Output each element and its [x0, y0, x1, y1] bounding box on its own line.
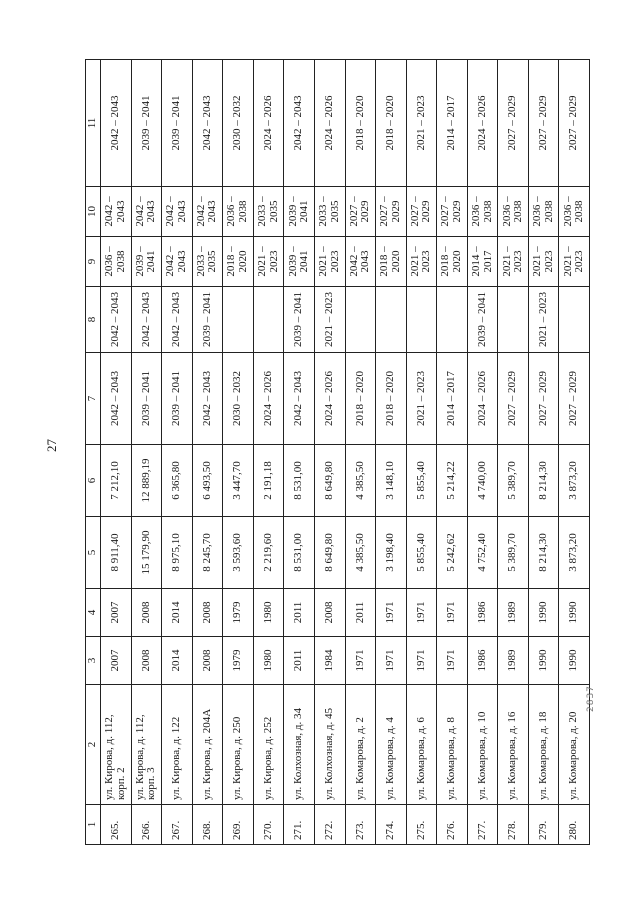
row-number: 279. — [528, 805, 559, 845]
year-built-cell: 2008 — [192, 637, 223, 685]
period-cell: 2024 – 2026 — [253, 353, 284, 445]
table-body — [101, 60, 590, 845]
period-9-cell: 2021 – 2023 — [314, 237, 345, 287]
stamp-mark: 2837 — [586, 685, 596, 712]
period-9-cell: 2021 – 2023 — [559, 237, 590, 287]
address-cell: ул. Комарова, д. 8 — [437, 685, 468, 805]
year-commissioned-cell: 2008 — [314, 589, 345, 637]
period-10-cell: 2033 – 2035 — [253, 187, 284, 237]
period-11-cell: 2024 – 2026 — [467, 60, 498, 187]
address-cell: ул. Кирова, д. 122 — [162, 685, 193, 805]
period-10-cell: 2027 – 2029 — [437, 187, 468, 237]
period-10-cell: 2033 – 2035 — [314, 187, 345, 237]
table-row — [559, 60, 590, 845]
period-8-cell: 2039 – 2041 — [192, 287, 223, 353]
row-number: 265. — [101, 805, 132, 845]
column-header-11: 11 — [86, 60, 101, 187]
year-built-cell: 1979 — [223, 637, 254, 685]
address-cell: ул. Комарова, д. 20 — [559, 685, 590, 805]
page-number: 27 — [44, 439, 59, 452]
period-cell: 2042 – 2043 — [101, 353, 132, 445]
row-number: 274. — [376, 805, 407, 845]
period-11-cell: 2039 – 2041 — [162, 60, 193, 187]
address-cell: ул. Кирова, д. 112, корп. 3 — [131, 685, 162, 805]
table-row — [223, 60, 254, 845]
period-8-cell — [223, 287, 254, 353]
period-10-cell: 2036 – 2038 — [223, 187, 254, 237]
period-10-cell: 2027 – 2029 — [345, 187, 376, 237]
period-8-cell: 2042 – 2043 — [131, 287, 162, 353]
period-11-cell: 2027 – 2029 — [498, 60, 529, 187]
period-cell: 2042 – 2043 — [192, 353, 223, 445]
period-10-cell: 2042 – 2043 — [131, 187, 162, 237]
year-commissioned-cell: 2011 — [284, 589, 315, 637]
year-commissioned-cell: 1971 — [376, 589, 407, 637]
column-header-9: 9 — [86, 237, 101, 287]
period-11-cell: 2039 – 2041 — [131, 60, 162, 187]
table-row — [253, 60, 284, 845]
row-number: 272. — [314, 805, 345, 845]
period-9-cell: 2021 – 2023 — [528, 237, 559, 287]
period-9-cell: 2018 – 2020 — [223, 237, 254, 287]
column-header-1: 1 — [86, 805, 101, 845]
period-10-cell: 2036 – 2038 — [467, 187, 498, 237]
column-header-2: 2 — [86, 685, 101, 805]
register-table — [85, 59, 590, 845]
table-row — [498, 60, 529, 845]
period-9-cell: 2033 – 2035 — [192, 237, 223, 287]
total-area-cell: 3 198,40 — [376, 517, 407, 589]
table-row — [192, 60, 223, 845]
year-built-cell: 1986 — [467, 637, 498, 685]
column-header-3: 3 — [86, 637, 101, 685]
row-number: 273. — [345, 805, 376, 845]
living-area-cell: 5 389,70 — [498, 445, 529, 517]
living-area-cell: 4 385,50 — [345, 445, 376, 517]
year-built-cell: 1971 — [345, 637, 376, 685]
year-commissioned-cell: 1989 — [498, 589, 529, 637]
period-8-cell: 2042 – 2043 — [162, 287, 193, 353]
table-row — [162, 60, 193, 845]
year-built-cell: 1971 — [406, 637, 437, 685]
period-cell: 2027 – 2029 — [498, 353, 529, 445]
column-header-6: 6 — [86, 445, 101, 517]
period-cell: 2039 – 2041 — [162, 353, 193, 445]
address-cell: ул. Кирова, д. 250 — [223, 685, 254, 805]
column-header-5: 5 — [86, 517, 101, 589]
total-area-cell: 4 385,50 — [345, 517, 376, 589]
period-10-cell: 2036 – 2038 — [528, 187, 559, 237]
year-built-cell: 2014 — [162, 637, 193, 685]
period-11-cell: 2042 – 2043 — [192, 60, 223, 187]
year-built-cell: 1990 — [528, 637, 559, 685]
period-8-cell — [376, 287, 407, 353]
period-9-cell: 2042 – 2043 — [345, 237, 376, 287]
year-built-cell: 1971 — [376, 637, 407, 685]
period-8-cell: 2039 – 2041 — [467, 287, 498, 353]
period-9-cell: 2039 – 2041 — [284, 237, 315, 287]
living-area-cell: 8 214,30 — [528, 445, 559, 517]
living-area-cell: 6 365,80 — [162, 445, 193, 517]
living-area-cell: 5 214,22 — [437, 445, 468, 517]
period-11-cell: 2018 – 2020 — [376, 60, 407, 187]
register-sheet — [85, 60, 590, 845]
row-number: 271. — [284, 805, 315, 845]
table-row — [131, 60, 162, 845]
table-row — [345, 60, 376, 845]
period-10-cell: 2042 – 2043 — [162, 187, 193, 237]
column-header-7: 7 — [86, 353, 101, 445]
total-area-cell: 8 214,30 — [528, 517, 559, 589]
period-11-cell: 2027 – 2029 — [559, 60, 590, 187]
total-area-cell: 5 242,62 — [437, 517, 468, 589]
row-number: 280. — [559, 805, 590, 845]
living-area-cell: 5 855,40 — [406, 445, 437, 517]
period-cell: 2014 – 2017 — [437, 353, 468, 445]
year-commissioned-cell: 2014 — [162, 589, 193, 637]
address-cell: ул. Кирова, д. 252 — [253, 685, 284, 805]
table-row — [528, 60, 559, 845]
total-area-cell: 8 649,80 — [314, 517, 345, 589]
period-11-cell: 2018 – 2020 — [345, 60, 376, 187]
period-9-cell: 2021 – 2023 — [253, 237, 284, 287]
year-built-cell: 1989 — [498, 637, 529, 685]
year-commissioned-cell: 1971 — [437, 589, 468, 637]
year-commissioned-cell: 2008 — [192, 589, 223, 637]
living-area-cell: 3 447,70 — [223, 445, 254, 517]
row-number: 275. — [406, 805, 437, 845]
year-built-cell: 1984 — [314, 637, 345, 685]
period-cell: 2021 – 2023 — [406, 353, 437, 445]
period-9-cell: 2021 – 2023 — [498, 237, 529, 287]
address-cell: ул. Комарова, д. 6 — [406, 685, 437, 805]
period-9-cell: 2021 – 2023 — [406, 237, 437, 287]
table-row — [101, 60, 132, 845]
living-area-cell: 8 531,00 — [284, 445, 315, 517]
year-commissioned-cell: 1990 — [528, 589, 559, 637]
living-area-cell: 4 740,00 — [467, 445, 498, 517]
table-row — [376, 60, 407, 845]
row-number: 278. — [498, 805, 529, 845]
period-11-cell: 2014 – 2017 — [437, 60, 468, 187]
year-built-cell: 1980 — [253, 637, 284, 685]
period-cell: 2024 – 2026 — [314, 353, 345, 445]
total-area-cell: 15 179,90 — [131, 517, 162, 589]
total-area-cell: 5 855,40 — [406, 517, 437, 589]
total-area-cell: 8 531,00 — [284, 517, 315, 589]
address-cell: ул. Колхозная, д. 45 — [314, 685, 345, 805]
year-built-cell: 2007 — [101, 637, 132, 685]
total-area-cell: 8 911,40 — [101, 517, 132, 589]
address-cell: ул. Кирова, д. 112, корп. 2 — [101, 685, 132, 805]
row-number: 268. — [192, 805, 223, 845]
period-cell: 2027 – 2029 — [528, 353, 559, 445]
period-cell: 2018 – 2020 — [345, 353, 376, 445]
table-row — [437, 60, 468, 845]
period-8-cell — [559, 287, 590, 353]
period-cell: 2024 – 2026 — [467, 353, 498, 445]
period-10-cell: 2027 – 2029 — [376, 187, 407, 237]
living-area-cell: 8 649,80 — [314, 445, 345, 517]
period-cell: 2030 – 2032 — [223, 353, 254, 445]
period-11-cell: 2030 – 2032 — [223, 60, 254, 187]
period-9-cell: 2018 – 2020 — [376, 237, 407, 287]
period-8-cell — [253, 287, 284, 353]
period-9-cell: 2042 – 2043 — [162, 237, 193, 287]
address-cell: ул. Комарова, д. 18 — [528, 685, 559, 805]
address-cell: ул. Комарова, д. 10 — [467, 685, 498, 805]
column-header-4: 4 — [86, 589, 101, 637]
period-8-cell: 2039 – 2041 — [284, 287, 315, 353]
period-10-cell: 2036 – 2038 — [559, 187, 590, 237]
living-area-cell: 7 212,10 — [101, 445, 132, 517]
year-built-cell: 1971 — [437, 637, 468, 685]
living-area-cell: 6 493,50 — [192, 445, 223, 517]
year-commissioned-cell: 1986 — [467, 589, 498, 637]
column-number-row — [86, 60, 101, 845]
year-commissioned-cell: 2007 — [101, 589, 132, 637]
row-number: 276. — [437, 805, 468, 845]
year-built-cell: 1990 — [559, 637, 590, 685]
year-commissioned-cell: 2008 — [131, 589, 162, 637]
period-8-cell: 2021 – 2023 — [314, 287, 345, 353]
period-cell: 2018 – 2020 — [376, 353, 407, 445]
year-built-cell: 2008 — [131, 637, 162, 685]
column-header-10: 10 — [86, 187, 101, 237]
table-row — [406, 60, 437, 845]
total-area-cell: 3 593,60 — [223, 517, 254, 589]
period-10-cell: 2036 – 2038 — [498, 187, 529, 237]
period-10-cell: 2042 – 2043 — [101, 187, 132, 237]
row-number: 270. — [253, 805, 284, 845]
period-8-cell — [498, 287, 529, 353]
total-area-cell: 4 752,40 — [467, 517, 498, 589]
row-number: 266. — [131, 805, 162, 845]
period-cell: 2042 – 2043 — [284, 353, 315, 445]
living-area-cell: 12 889,19 — [131, 445, 162, 517]
row-number: 267. — [162, 805, 193, 845]
table-row — [284, 60, 315, 845]
period-10-cell: 2039 – 2041 — [284, 187, 315, 237]
period-11-cell: 2027 – 2029 — [528, 60, 559, 187]
period-9-cell: 2036 – 2038 — [101, 237, 132, 287]
period-cell: 2027 – 2029 — [559, 353, 590, 445]
period-11-cell: 2024 – 2026 — [253, 60, 284, 187]
period-8-cell: 2042 – 2043 — [101, 287, 132, 353]
period-11-cell: 2021 – 2023 — [406, 60, 437, 187]
year-built-cell: 2011 — [284, 637, 315, 685]
period-10-cell: 2027 – 2029 — [406, 187, 437, 237]
address-cell: ул. Кирова, д. 204А — [192, 685, 223, 805]
row-number: 277. — [467, 805, 498, 845]
total-area-cell: 2 219,60 — [253, 517, 284, 589]
period-8-cell — [345, 287, 376, 353]
year-commissioned-cell: 1990 — [559, 589, 590, 637]
total-area-cell: 5 389,70 — [498, 517, 529, 589]
living-area-cell: 3 873,20 — [559, 445, 590, 517]
period-cell: 2039 – 2041 — [131, 353, 162, 445]
row-number: 269. — [223, 805, 254, 845]
period-11-cell: 2024 – 2026 — [314, 60, 345, 187]
period-8-cell — [406, 287, 437, 353]
living-area-cell: 3 148,10 — [376, 445, 407, 517]
total-area-cell: 8 245,70 — [192, 517, 223, 589]
column-header-8: 8 — [86, 287, 101, 353]
year-commissioned-cell: 1971 — [406, 589, 437, 637]
period-8-cell — [437, 287, 468, 353]
total-area-cell: 8 975,10 — [162, 517, 193, 589]
year-commissioned-cell: 1980 — [253, 589, 284, 637]
period-9-cell: 2018 – 2020 — [437, 237, 468, 287]
period-8-cell: 2021 – 2023 — [528, 287, 559, 353]
total-area-cell: 3 873,20 — [559, 517, 590, 589]
period-9-cell: 2039 – 2041 — [131, 237, 162, 287]
year-commissioned-cell: 2011 — [345, 589, 376, 637]
table-row — [467, 60, 498, 845]
period-9-cell: 2014 – 2017 — [467, 237, 498, 287]
address-cell: ул. Колхозная, д. 34 — [284, 685, 315, 805]
period-11-cell: 2042 – 2043 — [284, 60, 315, 187]
period-10-cell: 2042 – 2043 — [192, 187, 223, 237]
table-row — [314, 60, 345, 845]
address-cell: ул. Комарова, д. 16 — [498, 685, 529, 805]
address-cell: ул. Комарова, д. 4 — [376, 685, 407, 805]
living-area-cell: 2 191,18 — [253, 445, 284, 517]
address-cell: ул. Комарова, д. 2 — [345, 685, 376, 805]
year-commissioned-cell: 1979 — [223, 589, 254, 637]
period-11-cell: 2042 – 2043 — [101, 60, 132, 187]
